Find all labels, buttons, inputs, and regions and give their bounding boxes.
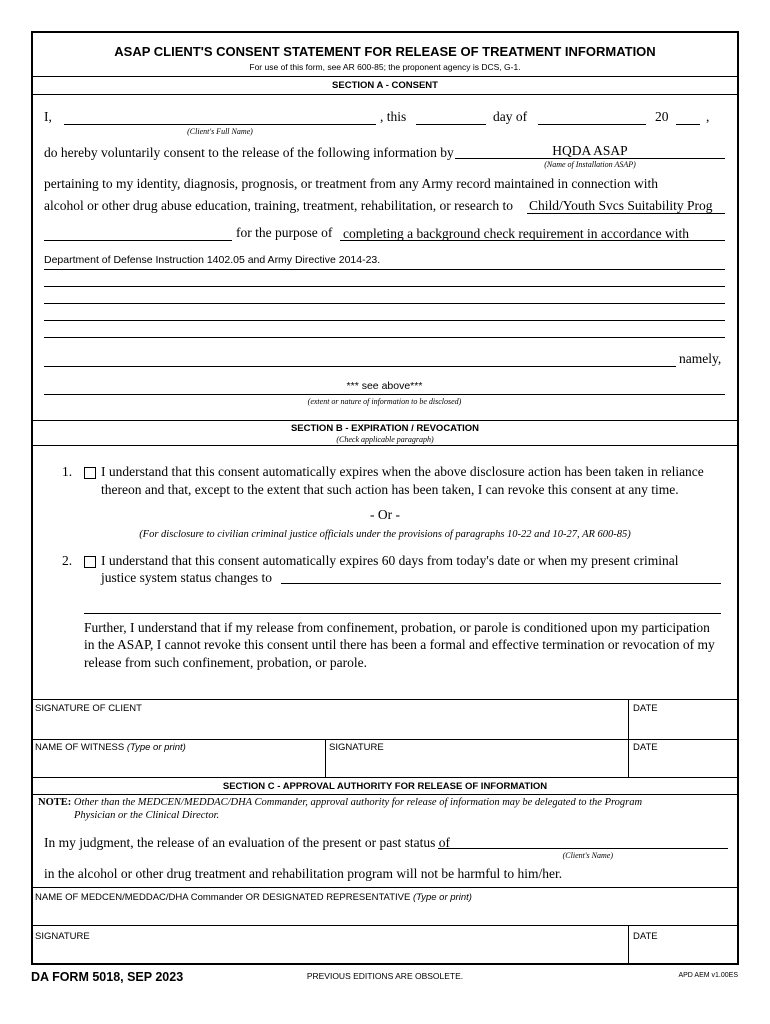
client-name-field[interactable] xyxy=(438,848,728,849)
extent-caption: (extent or nature of information to be disclosed) xyxy=(307,397,462,406)
purpose-line-2[interactable] xyxy=(44,269,725,270)
year-prefix: 20 xyxy=(655,109,669,124)
divider xyxy=(628,739,629,777)
item2-number: 2. xyxy=(62,553,73,568)
item1-checkbox[interactable] xyxy=(84,467,96,479)
or-label: - Or - xyxy=(370,507,400,522)
client-signature-label: SIGNATURE OF CLIENT xyxy=(35,703,142,714)
year-field[interactable] xyxy=(676,124,700,125)
civilian-note: (For disclosure to civilian criminal justice officials under the provisions of paragraphs 10-22 and 10-27, AR 600-85) xyxy=(139,529,631,540)
alcohol-line: alcohol or other drug abuse education, training, treatment, rehabilitation, or research to xyxy=(44,198,513,213)
divider xyxy=(31,739,739,740)
pertaining-line: pertaining to my identity, diagnosis, prognosis, or treatment from any Army record maintained in connection with xyxy=(44,176,658,191)
divider xyxy=(628,699,629,739)
further-line1: Further, I understand that if my release from confinement, probation, or parole is conditioned upon my participation xyxy=(84,620,710,635)
program-line: in the alcohol or other drug treatment and rehabilitation program will not be harmful to him/her. xyxy=(44,866,563,881)
item2-line1: I understand that this consent automatically expires 60 days from today's date or when my present criminal xyxy=(101,553,679,568)
witness-name-label: NAME OF WITNESS (Type or print) xyxy=(35,742,186,753)
form-number: DA FORM 5018, SEP 2023 xyxy=(31,970,184,984)
item2-line2: justice system status changes to xyxy=(101,570,272,585)
purpose-line-3[interactable] xyxy=(44,286,725,287)
divider xyxy=(31,445,739,446)
section-b-subheading: (Check applicable paragraph) xyxy=(336,435,434,444)
section-b-heading: SECTION B - EXPIRATION / REVOCATION xyxy=(290,423,480,434)
this-label: , this xyxy=(380,109,407,124)
commander-signature-label: SIGNATURE xyxy=(35,931,90,942)
version-label: APD AEM v1.00ES xyxy=(678,972,738,979)
purpose-value-1: completing a background check requirement in accordance with xyxy=(343,226,689,241)
installation-caption: (Name of Installation ASAP) xyxy=(544,160,636,169)
divider xyxy=(31,777,739,778)
section-c-heading: SECTION C - APPROVAL AUTHORITY FOR RELEASE OF INFORMATION xyxy=(222,781,548,792)
note-line2: Physician or the Clinical Director. xyxy=(74,810,220,821)
item1-line1: I understand that this consent automatically expires when the above disclosure action has been taken in reliance xyxy=(101,464,704,479)
divider xyxy=(31,925,739,926)
month-field[interactable] xyxy=(538,124,646,125)
recipient-value: Child/Youth Svcs Suitability Prog xyxy=(529,198,713,213)
previous-editions: PREVIOUS EDITIONS ARE OBSOLETE. xyxy=(306,971,464,981)
date1-label: DATE xyxy=(633,703,658,714)
divider xyxy=(31,94,739,95)
status-changes-field[interactable] xyxy=(281,583,721,584)
consent-line: do hereby voluntarily consent to the release of the following information by xyxy=(44,145,454,160)
status-changes-field-2[interactable] xyxy=(84,613,721,614)
judgment-line: In my judgment, the release of an evaluation of the present or past status of xyxy=(44,835,451,850)
extent-field[interactable] xyxy=(44,394,725,395)
purpose-label: for the purpose of xyxy=(236,225,333,240)
divider xyxy=(31,76,739,77)
namely-label: namely, xyxy=(679,351,722,366)
installation-value: HQDA ASAP xyxy=(552,143,628,158)
divider xyxy=(31,420,739,421)
purpose-line-4[interactable] xyxy=(44,303,725,304)
item2-checkbox[interactable] xyxy=(84,556,96,568)
commander-date-label: DATE xyxy=(633,931,658,942)
client-full-name-field[interactable] xyxy=(64,124,376,125)
date2-label: DATE xyxy=(633,742,658,753)
purpose-line-5[interactable] xyxy=(44,320,725,321)
note-line1: NOTE: Other than the MEDCEN/MEDDAC/DHA Commander, approval authority for release of information may be delegated to the Program xyxy=(38,797,643,808)
purpose-line-6[interactable] xyxy=(44,337,725,338)
item1-number: 1. xyxy=(62,464,73,479)
form-subtitle: For use of this form, see AR 600-85; the proponent agency is DCS, G-1. xyxy=(249,62,521,72)
day-of-label: day of xyxy=(493,109,528,124)
divider xyxy=(31,699,739,700)
divider xyxy=(31,887,739,888)
recipient-continued-field[interactable] xyxy=(44,240,232,241)
commander-label: NAME OF MEDCEN/MEDDAC/DHA Commander OR DESIGNATED REPRESENTATIVE (Type or print) xyxy=(35,892,472,903)
i-label: I, xyxy=(44,109,52,124)
divider xyxy=(31,794,739,795)
section-a-heading: SECTION A - CONSENT xyxy=(332,80,438,91)
namely-field[interactable] xyxy=(44,366,676,367)
client-name-caption: (Client's Full Name) xyxy=(187,127,253,136)
witness-signature-label: SIGNATURE xyxy=(329,742,384,753)
form-title: ASAP CLIENT'S CONSENT STATEMENT FOR RELEASE OF TREATMENT INFORMATION xyxy=(114,44,656,59)
extent-value: *** see above*** xyxy=(346,380,423,392)
further-line3: release from such confinement, probation, or parole. xyxy=(84,655,368,670)
further-line2: in the ASAP, I cannot revoke this consent until there has been a formal and effective termination or revocation of my xyxy=(84,637,715,652)
form-border xyxy=(31,31,739,965)
divider xyxy=(325,739,326,777)
purpose-value-2: Department of Defense Instruction 1402.05 and Army Directive 2014-23. xyxy=(44,254,381,266)
item1-line2: thereon and that, except to the extent that such action has been taken, I can revoke this consent at any time. xyxy=(101,482,679,497)
day-field[interactable] xyxy=(416,124,486,125)
divider xyxy=(628,925,629,965)
comma: , xyxy=(706,109,710,124)
client-name-caption-c: (Client's Name) xyxy=(562,851,613,860)
